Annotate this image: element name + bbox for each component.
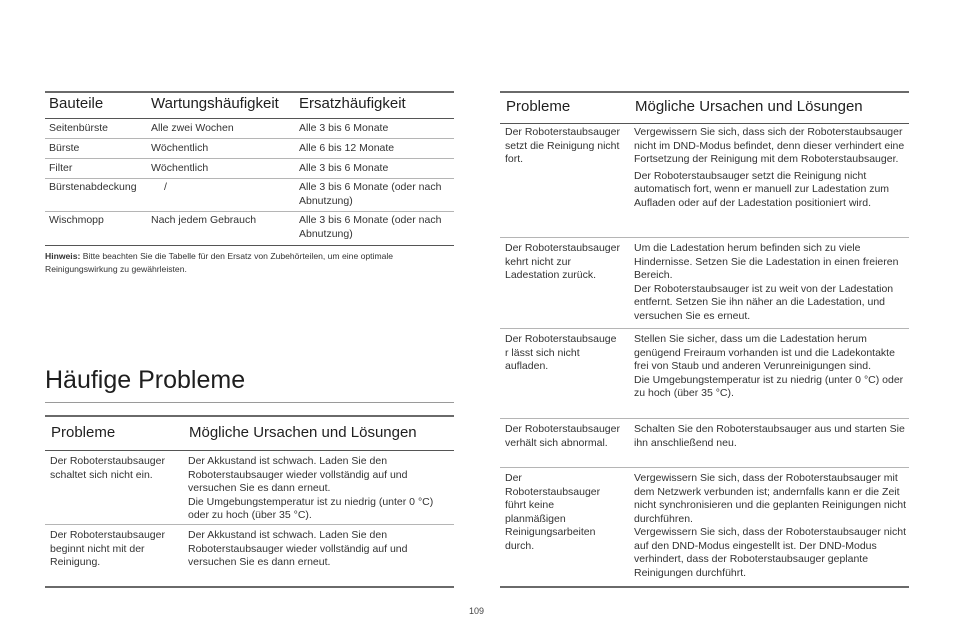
hint-label: Hinweis: [45, 251, 81, 261]
problems-right-top-rule [500, 91, 909, 93]
problems-left-top-rule [45, 415, 454, 417]
hint-text: Bitte beachten Sie die Tabelle für den Ersatz von Zubehörteilen, um eine optimale Reinigungswirkung zu gewährleisten. [45, 251, 394, 274]
problems-right-header-problem: Probleme [506, 98, 571, 115]
row-divider [500, 418, 909, 419]
row-divider [500, 328, 909, 329]
row-divider [500, 467, 909, 468]
maintenance-header-replacement: Ersatzhäufigkeit [299, 95, 406, 112]
title-underline [45, 402, 454, 403]
page-number: 109 [469, 606, 485, 616]
solution-paragraph: Vergewissern Sie sich, dass sich der Roboterstaubsauger nicht im DND-Modus befindet, denn dieser verhindert eine Fortsetzung der Reinigung mit dem Roboterstaubsauger. [634, 126, 905, 165]
table-cell: Wöchentlich [151, 162, 209, 174]
table-cell: Alle 3 bis 6 Monate [299, 122, 389, 134]
table-cell: Filter [49, 162, 73, 174]
table-cell: Alle zwei Wochen [151, 122, 234, 134]
solution-cell: Der Akkustand ist schwach. Laden Sie den Roboterstaubsauger wieder vollständig auf und versuchen Sie es dann erneut. Die Umgebungstemperatur ist zu niedrig (unter 0 °C) oder zu hoch (über 35 °C). [188, 455, 434, 521]
problem-cell: Der Roboterstaubsauger beginnt nicht mit der Reinigung. [50, 529, 165, 568]
row-divider [500, 237, 909, 238]
table-cell: Alle 6 bis 12 Monate [299, 142, 395, 154]
table-cell: Nach jedem Gebrauch [151, 214, 257, 226]
solution-cell: Stellen Sie sicher, dass um die Ladestation herum genügend Freiraum vorhanden ist und die Ladekontakte frei von Staub und anderen Verunreinigungen sind. Die Umgebungstemperatur ist zu niedrig (unter 0 °C) oder zu hoch (über 35 °C). [634, 333, 904, 399]
problem-cell: Der Roboterstaubsauger führt keine planmäßigen Reinigungsarbeiten durch. [505, 472, 601, 552]
row-divider [45, 211, 454, 212]
problems-left-header-solution: Mögliche Ursachen und Lösungen [189, 424, 417, 441]
row-divider [45, 178, 454, 179]
table-cell: Alle 3 bis 6 Monate (oder nach Abnutzung) [299, 214, 442, 240]
problem-cell: Der Roboterstaubsauger verhält sich abnormal. [505, 423, 620, 449]
problems-right-bottom-rule [500, 586, 909, 588]
problems-left-header-rule [45, 450, 454, 451]
solution-cell: Vergewissern Sie sich, dass der Roboterstaubsauger mit dem Netzwerk verbunden ist; andernfalls kann er die Zeit nicht synchronisieren und die geplanten Reinigungen nicht durchführen. Vergewissern Sie sich, dass der Roboterstaubsauger nicht auf den DND-Modus eingestellt ist. Der DND-Modus verhindert, dass der Roboterstaubsauger geplante Reinigungen durchführt. [634, 472, 907, 579]
table-cell: Bürstenabdeckung [49, 181, 137, 193]
maintenance-table-top-rule [45, 91, 454, 93]
problems-right-header-rule [500, 123, 909, 124]
row-divider [45, 524, 454, 525]
solution-cell [634, 126, 908, 210]
problem-cell: Der Roboterstaubsauger kehrt nicht zur Ladestation zurück. [505, 242, 620, 281]
problem-cell: Der Roboterstaubsauger setzt die Reinigung nicht fort. [505, 126, 620, 165]
table-cell: Seitenbürste [49, 122, 108, 134]
maintenance-header-frequency: Wartungshäufigkeit [151, 95, 279, 112]
problem-cell: Der Roboterstaubsauger schaltet sich nicht ein. [50, 455, 165, 481]
problem-cell: Der Roboterstaubsauge r lässt sich nicht aufladen. [505, 333, 617, 372]
table-cell: / [164, 181, 167, 193]
maintenance-header-rule [45, 118, 454, 119]
table-cell: Alle 3 bis 6 Monate (oder nach Abnutzung) [299, 181, 442, 207]
table-cell: Bürste [49, 142, 80, 154]
solution-paragraph: Der Roboterstaubsauger setzt die Reinigung nicht automatisch fort, wenn er manuell zur Ladestation zum Aufladen oder auf der Ladestation positioniert wird. [634, 169, 890, 209]
solution-cell: Schalten Sie den Roboterstaubsauger aus und starten Sie ihn anschließend neu. [634, 423, 905, 449]
table-cell: Wischmopp [49, 214, 104, 226]
problems-left-bottom-rule [45, 586, 454, 588]
row-divider [45, 158, 454, 159]
hint-note [45, 250, 455, 276]
solution-cell: Um die Ladestation herum befinden sich zu viele Hindernisse. Setzen Sie die Ladestation in einen freieren Bereich. Der Roboterstaubsauger ist zu weit von der Ladestation entfernt. Setzen Sie ihn näher an die Ladestation, und versuchen Sie es erneut. [634, 242, 899, 322]
row-divider [45, 138, 454, 139]
table-cell: Wöchentlich [151, 142, 209, 154]
table-cell: Alle 3 bis 6 Monate [299, 162, 389, 174]
problems-right-header-solution: Mögliche Ursachen und Lösungen [635, 98, 863, 115]
problems-left-header-problem: Probleme [51, 424, 116, 441]
section-title: Häufige Probleme [45, 366, 246, 394]
maintenance-table-bottom-rule [45, 245, 454, 246]
solution-cell: Der Akkustand ist schwach. Laden Sie den Roboterstaubsauger wieder vollständig auf und versuchen Sie es dann erneut. [188, 529, 408, 568]
maintenance-header-part: Bauteile [49, 95, 104, 112]
